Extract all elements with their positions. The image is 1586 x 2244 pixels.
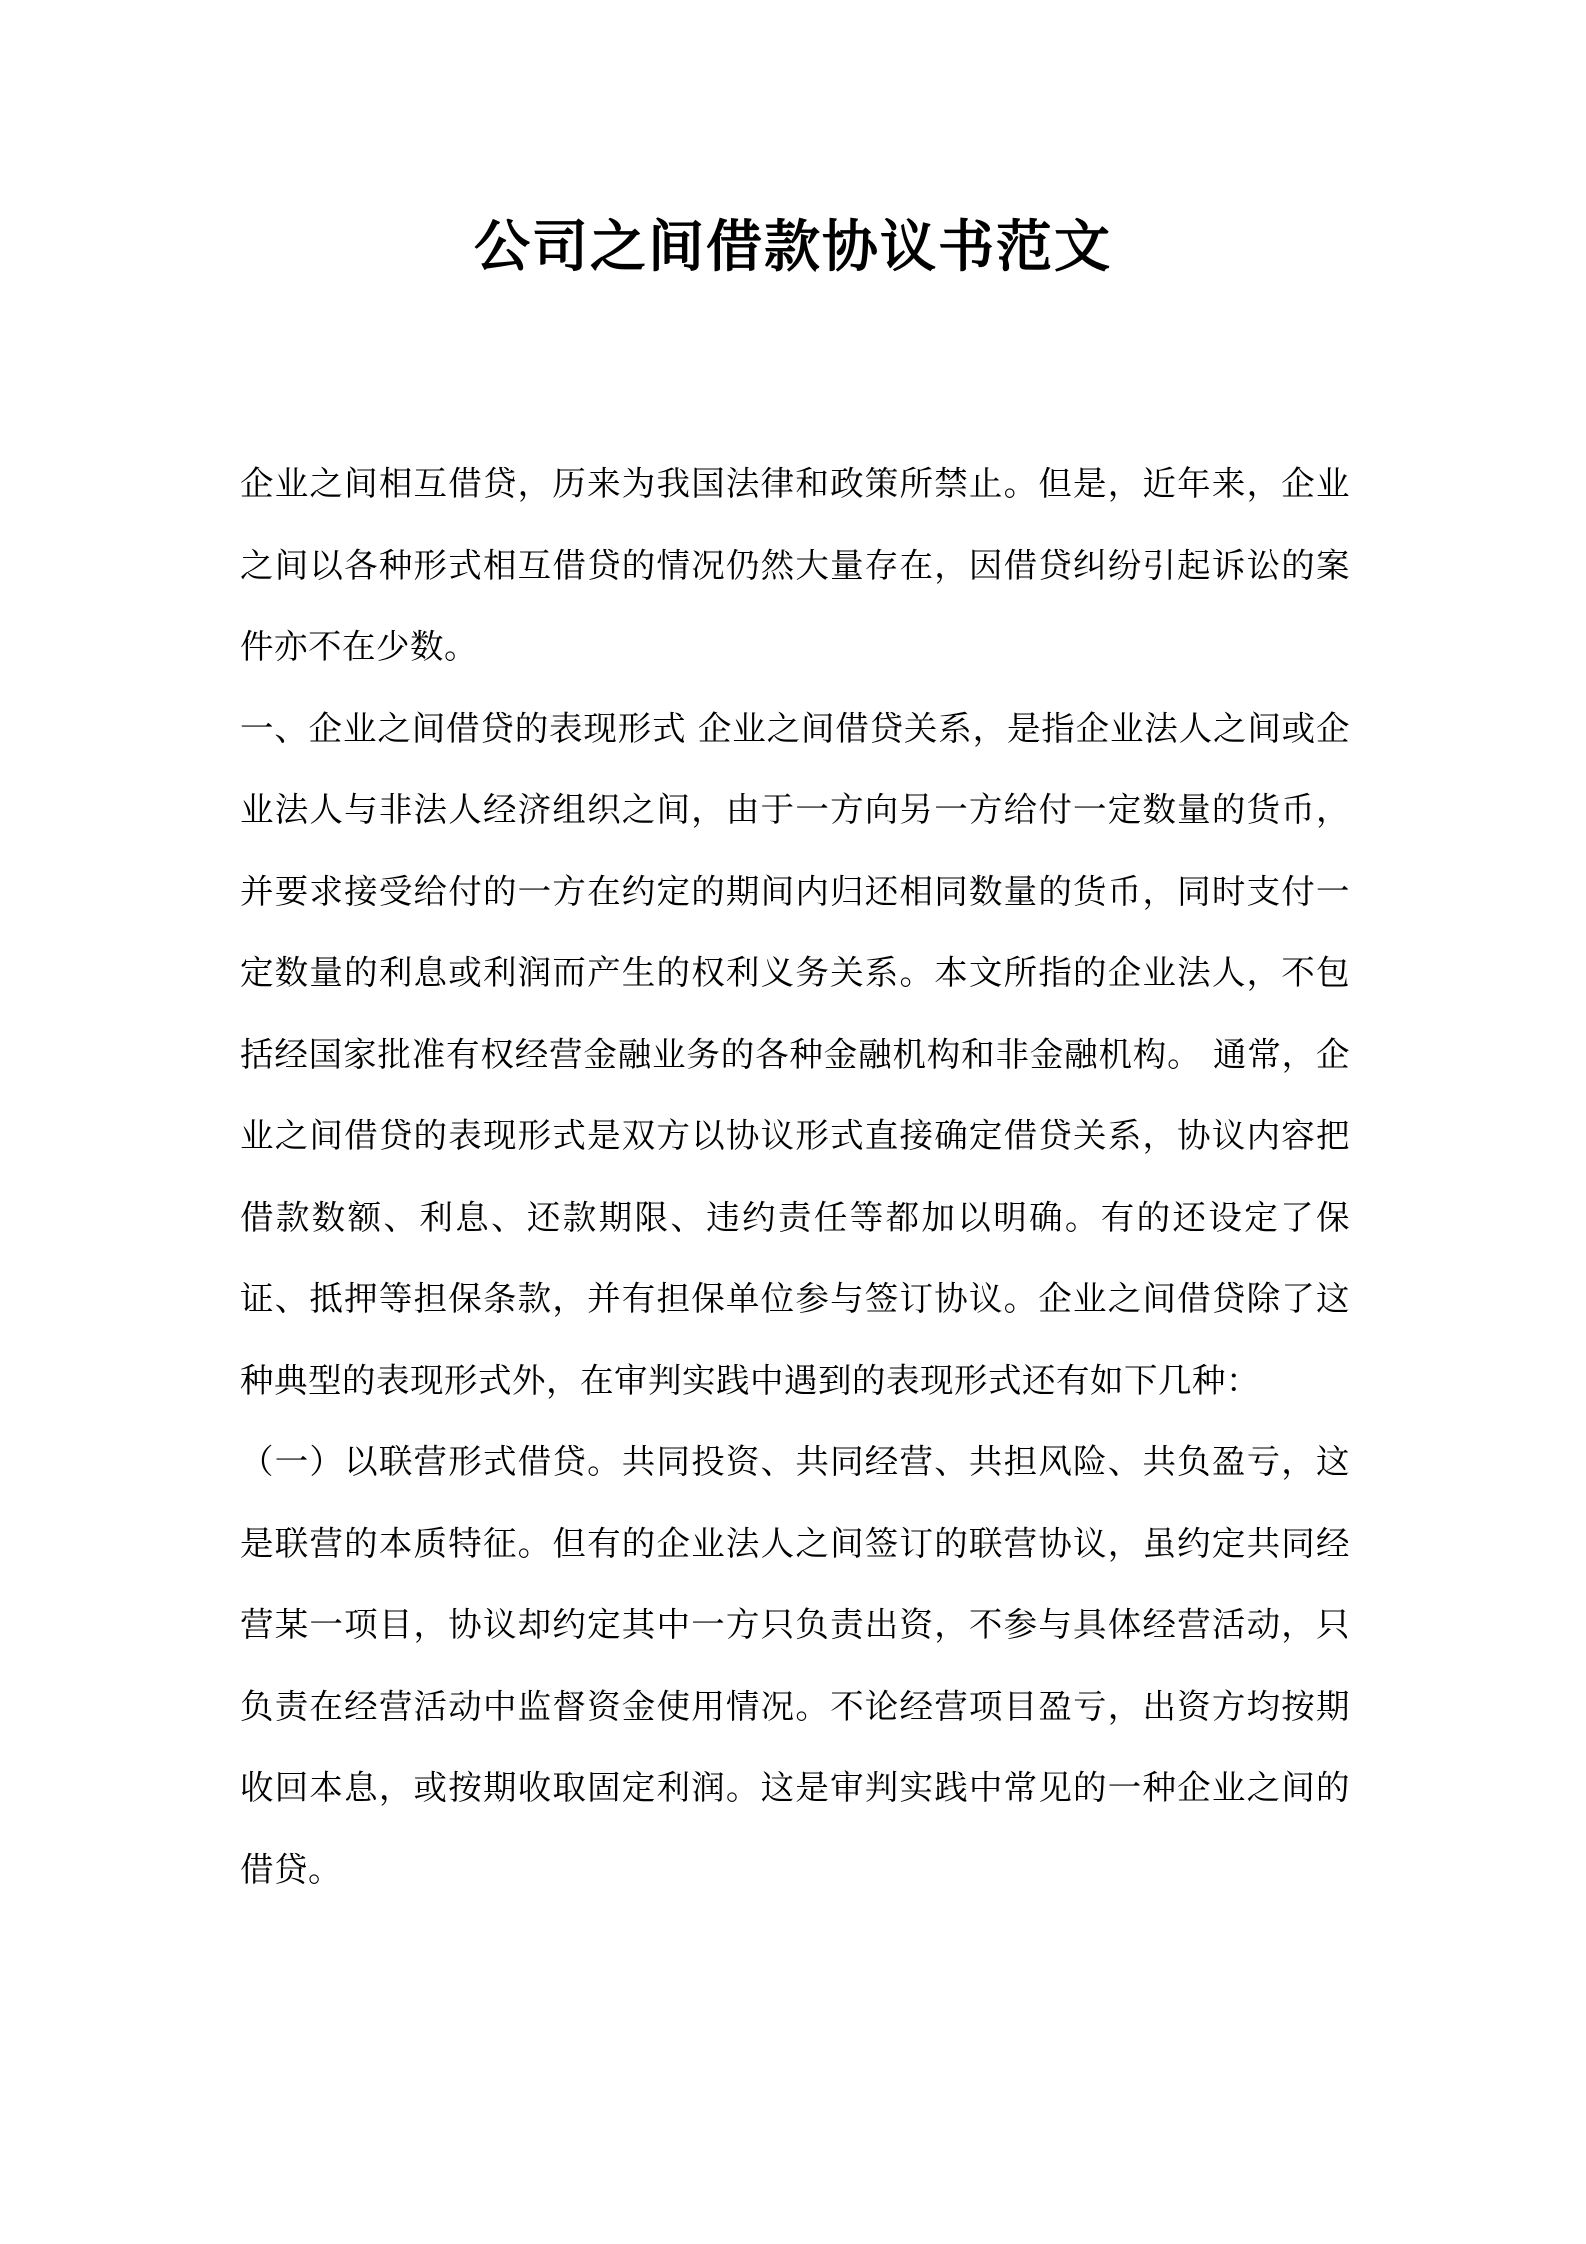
document-title: 公司之间借款协议书范文 <box>474 215 1112 280</box>
paragraph-section-one: 一、企业之间借贷的表现形式 企业之间借贷关系，是指企业法人之间或企业法人与非法人经济组织之间，由于一方向另一方给付一定数量的货币，并要求接受给付的一方在约定的期间内归还相同数量的货币，同时支付一定数量的利息或利润而产生的权利义务关系。本文所指的企业法人，不包括经国家批准有权经营金融业务的各种金融机构和非金融机构。 通常，企业之间借贷的表现形式是双方以协议形式直接确定借贷关系，协议内容把借款数额、利息、还款期限、违约责任等都加以明确。有的还设定了保证、抵押等担保条款，并有担保单位参与签订协议。企业之间借贷除了这种典型的表现形式外，在审判实践中遇到的表现形式还有如下几种： <box>240 708 1350 1400</box>
paragraph-subsection-one: （一）以联营形式借贷。共同投资、共同经营、共担风险、共负盈亏，这是联营的本质特征。但有的企业法人之间签订的联营协议，虽约定共同经营某一项目，协议却约定其中一方只负责出资，不参与具体经营活动，只负责在经营活动中监督资金使用情况。不论经营项目盈亏，出资方均按期收回本息，或按期收取固定利润。这是审判实践中常见的一种企业之间的借贷。 <box>240 1442 1350 1889</box>
paragraph-intro: 企业之间相互借贷，历来为我国法律和政策所禁止。但是，近年来，企业之间以各种形式相互借贷的情况仍然大量存在，因借贷纠纷引起诉讼的案件亦不在少数。 <box>240 464 1350 666</box>
document-body <box>240 443 1350 1910</box>
